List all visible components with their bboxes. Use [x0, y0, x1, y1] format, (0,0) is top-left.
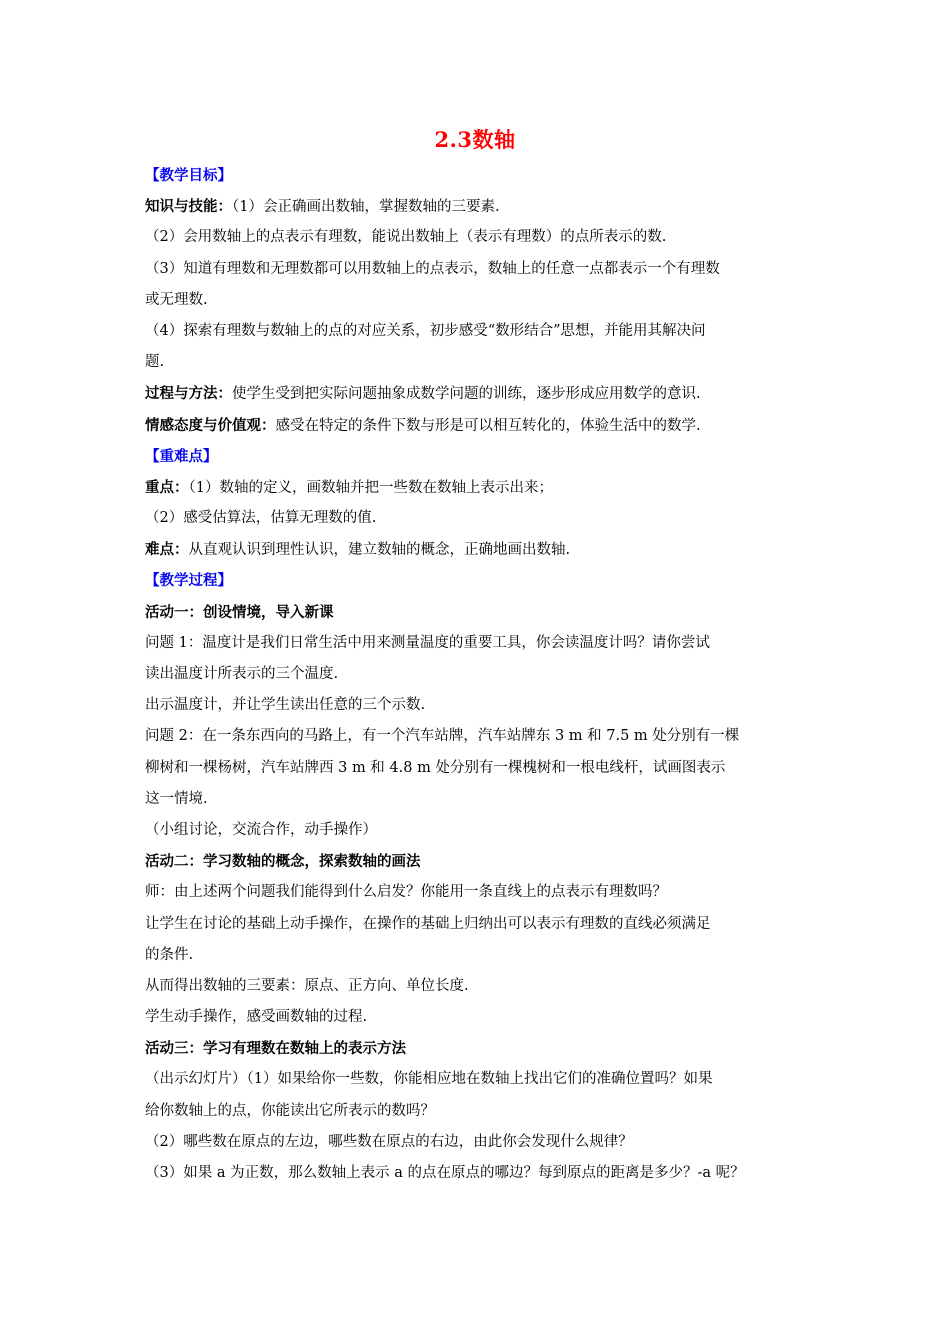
activity-1-title: 活动一：创设情境，导入新课	[145, 603, 334, 621]
label-difficulty: 难点：	[145, 541, 189, 559]
activity-3-line-1a: （出示幻灯片）（1）如果给你一些数，你能相应地在数轴上找出它们的准确位置吗？如果	[145, 1071, 713, 1088]
activity-2-line-2b: 的条件.	[145, 946, 194, 963]
label-knowledge: 知识与技能：	[145, 198, 232, 216]
paragraph-knowledge	[145, 191, 815, 222]
label-process: 过程与方法：	[145, 385, 232, 403]
question-2c: 这一情境.	[145, 790, 208, 807]
label-key: 重点：	[145, 478, 189, 496]
activity-2-line-2a: 让学生在讨论的基础上动手操作，在操作的基础上归纳出可以表示有理数的直线必须满足	[145, 915, 711, 932]
paragraph-knowledge-3b: 或无理数.	[145, 291, 208, 308]
label-emotion: 情感态度与价值观：	[145, 416, 276, 434]
section-heading-process: 【教学过程】	[145, 572, 232, 590]
paragraph-knowledge-2: （2）会用数轴上的点表示有理数，能说出数轴上（表示有理数）的点所表示的数.	[145, 229, 667, 246]
text-emotion: 感受在特定的条件下数与形是可以相互转化的，体验生活中的数学.	[275, 417, 701, 434]
paragraph-knowledge-4a: （4）探索有理数与数轴上的点的对应关系，初步感受“数形结合”思想，并能用其解决问	[145, 322, 706, 339]
question-1a: 问题 1：温度计是我们日常生活中用来测量温度的重要工具，你会读温度计吗？请你尝试	[145, 634, 710, 651]
activity-3-line-3: （3）如果 a 为正数，那么数轴上表示 a 的点在原点的哪边？每到原点的距离是多少？-a 呢？	[145, 1165, 745, 1181]
paragraph-key-2: （2）感受估算法，估算无理数的值.	[145, 510, 377, 527]
activity-2-line-1: 师：由上述两个问题我们能得到什么启发？你能用一条直线上的点表示有理数吗？	[145, 884, 667, 901]
question-1b: 读出温度计所表示的三个温度.	[145, 666, 339, 682]
activity-2-line-4: 学生动手操作，感受画数轴的过程.	[145, 1009, 368, 1026]
text-key-1: （1）数轴的定义，画数轴并把一些数在数轴上表示出来；	[188, 479, 553, 496]
paragraph-key	[145, 472, 815, 503]
section-heading-goals: 【教学目标】	[145, 167, 232, 184]
question-2d: （小组讨论，交流合作，动手操作）	[145, 821, 377, 838]
paragraph-process	[145, 378, 815, 409]
question-1c: 出示温度计，并让学生读出任意的三个示数.	[145, 697, 426, 714]
question-2b: 柳树和一棵杨树，汽车站牌西 3 m 和 4.8 m 处分别有一棵槐树和一根电线杆，试画图表示	[145, 759, 726, 776]
paragraph-difficulty	[145, 534, 815, 565]
text-difficulty: 从直观认识到理性认识，建立数轴的概念，正确地画出数轴.	[188, 542, 571, 559]
activity-3-line-1b: 给你数轴上的点，你能读出它所表示的数吗？	[145, 1102, 435, 1119]
activity-3-title: 活动三：学习有理数在数轴上的表示方法	[145, 1040, 406, 1058]
activity-2-line-3: 从而得出数轴的三要素：原点、正方向、单位长度.	[145, 977, 469, 994]
paragraph-knowledge-4b: 题.	[145, 354, 165, 371]
text-process: 使学生受到把实际问题抽象成数学问题的训练，逐步形成应用数学的意识.	[232, 386, 701, 403]
activity-3-line-2: （2）哪些数在原点的左边，哪些数在原点的右边，由此你会发现什么规律？	[145, 1133, 633, 1150]
document-title: 2.3数轴	[434, 127, 516, 152]
paragraph-emotion	[145, 410, 815, 441]
paragraph-knowledge-3a: （3）知道有理数和无理数都可以用数轴上的点表示，数轴上的任意一点都表示一个有理数	[145, 260, 720, 277]
activity-2-title: 活动二：学习数轴的概念，探索数轴的画法	[145, 853, 421, 871]
question-2a: 问题 2：在一条东西向的马路上，有一个汽车站牌，汽车站牌东 3 m 和 7.5 m 处分别有一棵	[145, 728, 740, 745]
section-heading-key: 【重难点】	[145, 447, 218, 465]
text-knowledge-1: （1）会正确画出数轴，掌握数轴的三要素.	[232, 199, 500, 216]
document-body	[145, 160, 815, 1189]
